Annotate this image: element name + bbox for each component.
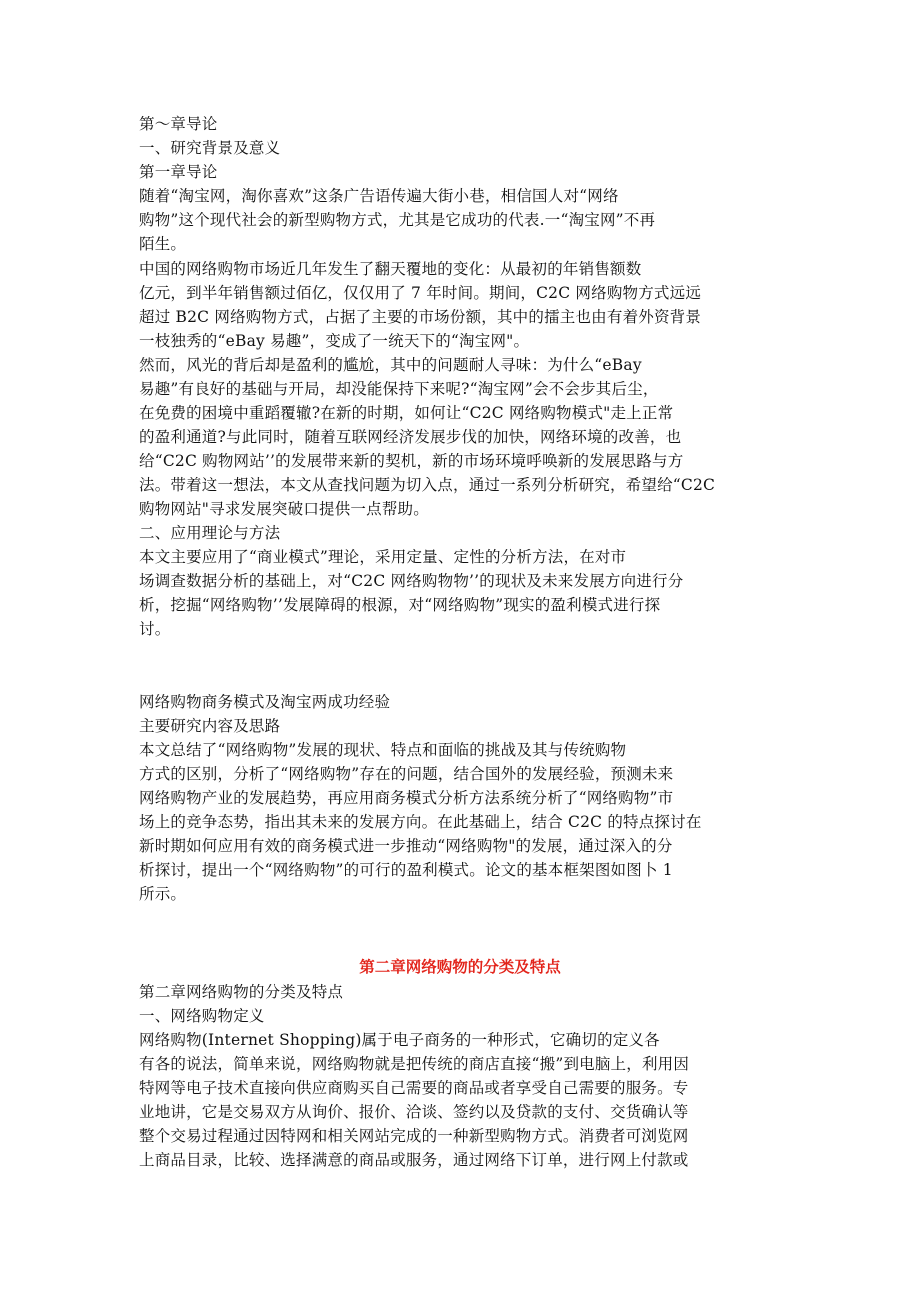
chapter2-line: 第二章网络购物的分类及特点 — [139, 983, 344, 1001]
section1-line: 第一章导论 — [139, 163, 218, 181]
section1-line: 给“C2C 购物网站’’的发展带来新的契机，新的市场环境呼唤新的发展思路与方 — [139, 452, 684, 470]
section1-line: 的盈利通道?与此同时，随着互联网经济发展步伐的加快，网络环境的改善，也 — [139, 428, 682, 446]
section2-line: 网络购物产业的发展趋势，再应用商务模式分析方法系统分析了“网络购物”市 — [139, 789, 674, 807]
chapter2-line: 上商品目录，比较、选择满意的商品或服务，通过网络下订单，进行网上付款或 — [139, 1151, 689, 1169]
section1-line: 购物”这个现代社会的新型购物方式，尤其是它成功的代表.一“淘宝网”不再 — [139, 211, 656, 229]
section1-line: 本文主要应用了“商业模式”理论，采用定量、定性的分析方法，在对市 — [139, 548, 627, 566]
section1-line: 析，挖掘“网络购物’’发展障碍的根源，对“网络购物”现实的盈利模式进行探 — [139, 596, 661, 614]
section2-line: 所示。 — [139, 885, 187, 903]
section2-line: 主要研究内容及思路 — [139, 717, 281, 735]
section1-line: 陌生。 — [139, 235, 187, 253]
section2-line: 网络购物商务模式及淘宝两成功经验 — [139, 693, 391, 711]
chapter2-line: 有各的说法，简单来说，网络购物就是把传统的商店直接“搬”到电脑上，利用因 — [139, 1055, 690, 1073]
chapter2-line: 一、网络购物定义 — [139, 1007, 265, 1025]
section1-line: 第～章导论 — [139, 115, 218, 133]
section1-line: 在免费的困境中重蹈覆辙?在新的时期，如何让“C2C 网络购物模式"走上正常 — [139, 404, 674, 422]
section1-line: 超过 B2C 网络购物方式，占据了主要的市场份额，其中的擂主也由有着外资背景 — [139, 308, 702, 326]
section1-line: 随着“淘宝网，淘你喜欢”这条广告语传遍大街小巷，相信国人对“网络 — [139, 187, 619, 205]
chapter2-line: 网络购物(Internet Shopping)属于电子商务的一种形式，它确切的定义各 — [139, 1031, 660, 1049]
section1-line: 场调查数据分析的基础上，对“C2C 网络购物物’’的现状及未来发展方向进行分 — [139, 572, 684, 590]
section1-line: 亿元，到半年销售额过佰亿，仅仅用了 7 年时间。期间，C2C 网络购物方式远远 — [139, 284, 702, 302]
chapter2-line: 整个交易过程通过因特网和相关网站完成的一种新型购物方式。消费者可浏览网 — [139, 1127, 689, 1145]
section1-line: 一枝独秀的“eBay 易趣”，变成了一统天下的“淘宝网"。 — [139, 332, 530, 350]
section1-line: 购物网站"寻求发展突破口提供一点帮助。 — [139, 500, 429, 518]
section2-line: 本文总结了“网络购物”发展的现状、特点和面临的挑战及其与传统购物 — [139, 741, 627, 759]
section1-line: 二、应用理论与方法 — [139, 524, 281, 542]
section2-line: 新时期如何应用有效的商务模式进一步推动“网络购物"的发展，通过深入的分 — [139, 837, 673, 855]
chapter2-heading: 第二章网络购物的分类及特点 — [359, 957, 561, 976]
section1-line: 易趣”有良好的基础与开局，却没能保持下来呢?“淘宝网”会不会步其后尘， — [139, 380, 659, 398]
section1-line: 法。带着这一想法，本文从查找问题为切入点，通过一系列分析研究，希望给“C2C — [139, 476, 716, 494]
section2-line: 方式的区别，分析了“网络购物”存在的问题，结合国外的发展经验，预测未来 — [139, 765, 674, 783]
section1-line: 然而，风光的背后却是盈利的尴尬，其中的问题耐人寻味：为什么“eBay — [139, 356, 642, 374]
chapter2-line: 业地讲，它是交易双方从询价、报价、洽谈、签约以及贷款的支付、交货确认等 — [139, 1103, 689, 1121]
section1-line: 讨。 — [139, 620, 171, 638]
section1-line: 一、研究背景及意义 — [139, 139, 281, 157]
section1-line: 中国的网络购物市场近几年发生了翻天覆地的变化：从最初的年销售额数 — [139, 260, 642, 278]
chapter2-line: 特网等电子技术直接向供应商购买自己需要的商品或者享受自己需要的服务。专 — [139, 1079, 689, 1097]
section2-line: 场上的竞争态势，指出其未来的发展方向。在此基础上，结合 C2C 的特点探讨在 — [139, 813, 702, 831]
section2-line: 析探讨，提出一个“网络购物”的可行的盈利模式。论文的基本框架图如图卜 1 — [139, 861, 673, 879]
